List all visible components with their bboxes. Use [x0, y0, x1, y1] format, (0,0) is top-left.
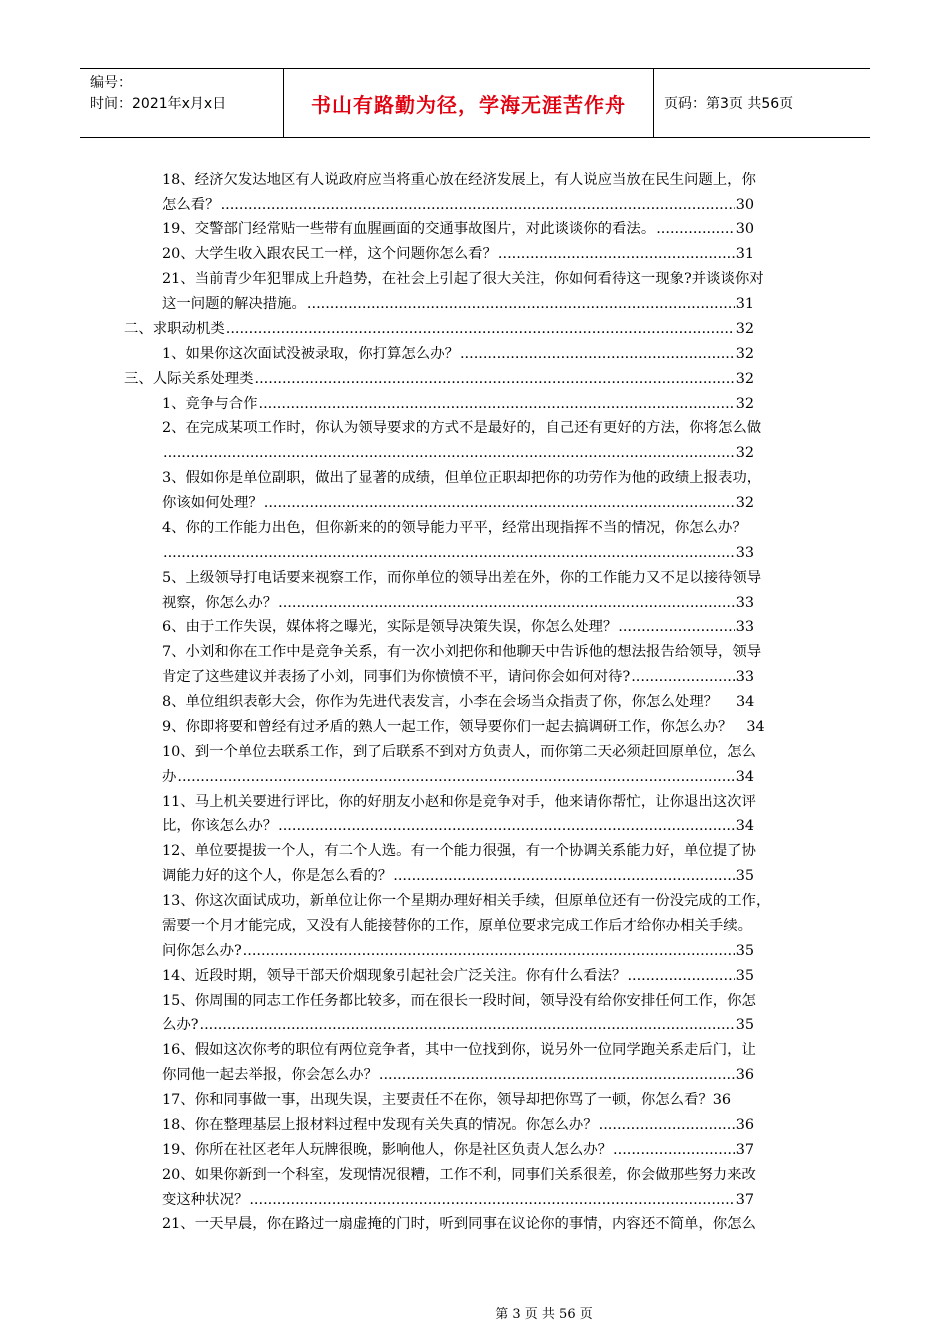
toc-entry[interactable]	[162, 767, 754, 787]
leader-dots	[226, 319, 735, 339]
toc-entry[interactable]	[162, 493, 754, 513]
toc-line[interactable]: 7、小刘和你在工作中是竞争关系，有一次小刘把你和他聊天中告诉他的想法报告给领导，领导	[162, 644, 762, 660]
footer-page-number: 第 3 页 共 56 页	[495, 1307, 593, 1322]
toc-entry-text: 调能力好的这个人，你是怎么看的？	[162, 868, 393, 884]
toc-line[interactable]: 18、经济欠发达地区有人说政府应当将重心放在经济发展上，有人说应当放在民生问题上，你	[162, 172, 756, 188]
toc-line[interactable]: 20、如果你新到一个科室，发现情况很糟，工作不利，同事们关系很差，你会做那些努力来改	[162, 1167, 756, 1183]
toc-page-number: 32	[735, 445, 754, 461]
toc-entry[interactable]	[162, 344, 754, 364]
toc-entry-text: 二、求职动机类	[124, 321, 225, 337]
leader-dots	[379, 1065, 735, 1085]
toc-entry[interactable]	[162, 1015, 754, 1035]
toc-entry-text: 办	[162, 769, 177, 785]
toc-line[interactable]: 21、一天早晨，你在路过一扇虚掩的门时，听到同事在议论你的事情，内容还不简单，你怎么	[162, 1216, 756, 1232]
toc-page-number: 36	[735, 1067, 754, 1083]
toc-entry-text: 视察，你怎么办？	[162, 595, 278, 611]
toc-line[interactable]: 2、在完成某项工作时，你认为领导要求的方式不是最好的，自己还有更好的方法，你将怎么做	[162, 420, 762, 436]
toc-entry[interactable]	[162, 294, 754, 314]
toc-entry[interactable]	[162, 219, 754, 239]
toc-line[interactable]: 17、你和同事做一事，出现失误，主要责任不在你，领导却把你骂了一顿，你怎么看？36	[162, 1092, 732, 1108]
toc-entry[interactable]	[162, 195, 754, 215]
toc-line[interactable]: 5、上级领导打电话要来视察工作，而你单位的领导出差在外，你的工作能力又不足以接待领导	[162, 570, 762, 586]
toc-entry[interactable]	[162, 966, 754, 986]
toc-line[interactable]: 需要一个月才能完成，又没有人能接替你的工作，原单位要求完成工作后才给你办相关手续。	[162, 918, 753, 934]
toc-entry[interactable]	[162, 1115, 754, 1135]
toc-line[interactable]: 21、当前青少年犯罪成上升趋势，在社会上引起了很大关注，你如何看待这一现象?并谈谈你对	[162, 271, 764, 287]
leader-dots	[200, 1015, 735, 1035]
leader-dots	[264, 493, 735, 513]
toc-entry-text: 你该如何处理？	[162, 495, 263, 511]
toc-page-number: 34	[735, 818, 754, 834]
leader-dots	[177, 767, 734, 787]
leader-dots	[656, 219, 734, 239]
leader-dots	[163, 543, 735, 563]
leader-dots	[627, 966, 734, 986]
toc-entry[interactable]	[162, 1190, 754, 1210]
leader-dots	[163, 443, 735, 463]
toc-page-number: 32	[735, 321, 754, 337]
toc-entry[interactable]	[162, 816, 754, 836]
toc-page-number: 30	[735, 221, 754, 237]
toc-page-number: 34	[746, 719, 765, 735]
toc-line[interactable]: 4、你的工作能力出色，但你新来的的领导能力平平，经常出现指挥不当的情况，你怎么办？	[162, 520, 747, 536]
header-page-label: 页码：第3页 共56页	[664, 96, 794, 112]
time-label: 时间：2021年x月x日	[90, 96, 227, 112]
toc-entry-text: 1、如果你这次面试没被录取，你打算怎么办？	[162, 346, 459, 362]
toc-entry-text: 14、近段时期，领导干部天价烟现象引起社会广泛关注。你有什么看法？	[162, 968, 627, 984]
toc-entry[interactable]	[162, 443, 754, 463]
toc-entry-text: 三、人际关系处理类	[124, 371, 254, 387]
toc-line[interactable]: 12、单位要提拔一个人，有二个人选。有一个能力很强，有一个协调关系能力好，单位提了协	[162, 843, 756, 859]
toc-page-number: 34	[736, 694, 755, 710]
toc-entry-text: 这一问题的解决措施。	[162, 296, 306, 312]
toc-page-number: 31	[735, 296, 754, 312]
toc-page-number: 32	[735, 396, 754, 412]
toc-page-number: 30	[735, 197, 754, 213]
toc-entry[interactable]	[162, 1140, 754, 1160]
leader-dots	[460, 344, 735, 364]
leader-dots	[613, 1140, 735, 1160]
toc-page-number: 35	[735, 968, 754, 984]
leader-dots	[618, 617, 734, 637]
toc-page-number: 33	[735, 669, 754, 685]
leader-dots	[393, 866, 734, 886]
toc-page-number: 37	[735, 1192, 754, 1208]
toc-entry-text: 19、交警部门经常贴一些带有血腥画面的交通事故图片，对此谈谈你的看法。	[162, 221, 656, 237]
toc-page-number: 35	[735, 868, 754, 884]
toc-line[interactable]: 11、马上机关要进行评比，你的好朋友小赵和你是竞争对手，他来请你帮忙，让你退出这次评	[162, 794, 756, 810]
toc-entry-text: 变这种状况？	[162, 1192, 249, 1208]
toc-entry[interactable]	[162, 866, 754, 886]
leader-dots	[278, 816, 735, 836]
leader-dots	[307, 294, 735, 314]
toc-entry-text: 9、你即将要和曾经有过矛盾的熟人一起工作，领导要你们一起去搞调研工作，你怎么办？	[162, 719, 733, 735]
toc-entry[interactable]	[162, 717, 765, 737]
leader-dots	[243, 941, 735, 961]
toc-entry[interactable]	[162, 941, 754, 961]
toc-entry[interactable]	[162, 244, 754, 264]
toc-page-number: 35	[735, 943, 754, 959]
toc-page-number: 37	[735, 1142, 754, 1158]
leader-dots	[498, 244, 735, 264]
toc-entry-text: 问你怎么办?	[162, 943, 242, 959]
toc-entry-text: 19、你所在社区老年人玩牌很晚，影响他人，你是社区负责人怎么办？	[162, 1142, 613, 1158]
leader-dots	[221, 195, 735, 215]
leader-dots	[255, 369, 735, 389]
toc-entry[interactable]	[162, 593, 754, 613]
header-motto: 书山有路勤为径，学海无涯苦作舟	[284, 69, 654, 137]
toc-entry-text: 肯定了这些建议并表扬了小刘，同事们为你愤愤不平，请问你会如何对待?	[162, 669, 631, 685]
number-label: 编号：	[90, 75, 132, 91]
toc-entry[interactable]	[162, 692, 754, 712]
toc-page-number: 36	[735, 1117, 754, 1133]
toc-page-number: 33	[735, 595, 754, 611]
toc-entry[interactable]	[162, 543, 754, 563]
toc-page-number: 33	[735, 619, 754, 635]
toc-page-number: 32	[735, 346, 754, 362]
toc-entry-text: 20、大学生收入跟农民工一样，这个问题你怎么看？	[162, 246, 497, 262]
leader-dots	[278, 593, 735, 613]
leader-dots	[599, 1115, 735, 1135]
leader-dots	[631, 667, 734, 687]
toc-entry[interactable]	[162, 667, 754, 687]
toc-page-number: 34	[735, 769, 754, 785]
page-header	[80, 68, 870, 138]
toc-line[interactable]: 15、你周围的同志工作任务都比较多，而在很长一段时间，领导没有给你安排任何工作，你怎	[162, 993, 756, 1009]
toc-page-number: 32	[735, 495, 754, 511]
toc-section[interactable]	[124, 369, 754, 389]
toc-section[interactable]	[124, 319, 754, 339]
toc-page-number: 33	[735, 545, 754, 561]
toc-line[interactable]: 16、假如这次你考的职位有两位竞争者，其中一位找到你，说另外一位同学跑关系走后门，让	[162, 1042, 756, 1058]
toc-entry-text: 比，你该怎么办？	[162, 818, 278, 834]
toc-page-number: 35	[735, 1017, 754, 1033]
toc-entry-text: 6、由于工作失误，媒体将之曝光，实际是领导决策失误，你怎么处理？	[162, 619, 618, 635]
toc-page-number: 31	[735, 246, 754, 262]
toc-entry-text: 8、单位组织表彰大会，你作为先进代表发言，小李在会场当众指责了你，你怎么处理？	[162, 694, 719, 710]
toc-entry-text: 1、竞争与合作	[162, 396, 258, 412]
header-meta	[80, 69, 284, 137]
toc-entry-text: 18、你在整理基层上报材料过程中发现有关失真的情况。你怎么办？	[162, 1117, 598, 1133]
leader-dots	[249, 1190, 734, 1210]
page-footer	[0, 1303, 950, 1322]
toc-line[interactable]: 3、假如你是单位副职，做出了显著的成绩，但单位正职却把你的功劳作为他的政绩上报表功，	[162, 470, 762, 486]
toc-page-number: 32	[735, 371, 754, 387]
toc-entry[interactable]	[162, 394, 754, 414]
toc-entry[interactable]	[162, 617, 754, 637]
leader-dots	[259, 394, 735, 414]
toc-entry-text: 么办?	[162, 1017, 199, 1033]
toc-entry-text: 怎么看？	[162, 197, 220, 213]
toc-entry-text: 你同他一起去举报，你会怎么办？	[162, 1067, 378, 1083]
toc-line[interactable]: 10、到一个单位去联系工作，到了后联系不到对方负责人，而你第二天必须赶回原单位，怎么	[162, 744, 756, 760]
toc-entry[interactable]	[162, 1065, 754, 1085]
toc-line[interactable]: 13、你这次面试成功，新单位让你一个星期办理好相关手续，但原单位还有一份没完成的工作，	[162, 893, 771, 909]
